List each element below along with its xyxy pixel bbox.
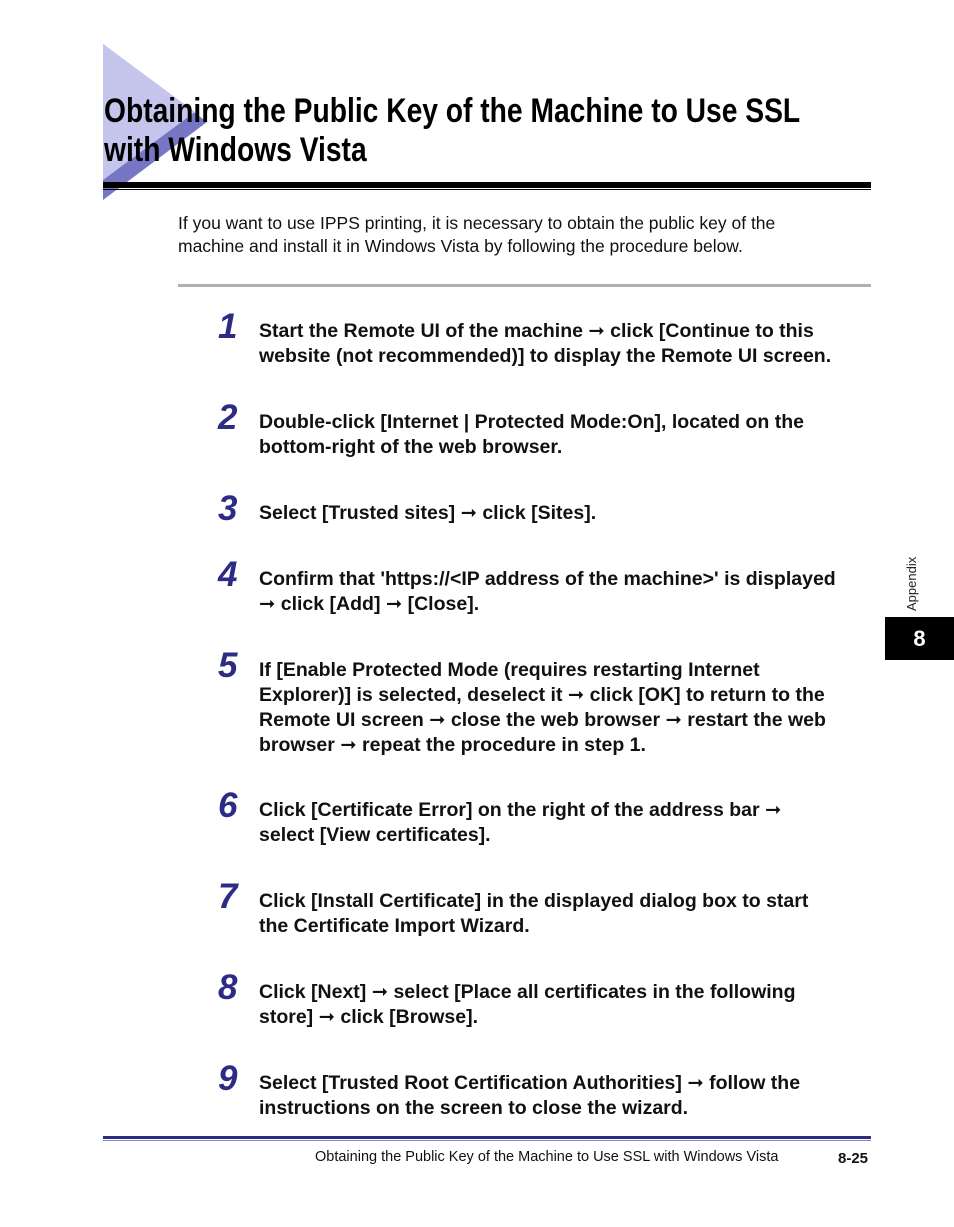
step-number: 7 bbox=[218, 877, 238, 916]
step-text bbox=[259, 501, 889, 526]
page-title-line-2: with Windows Vista bbox=[104, 131, 367, 169]
page-number: 8-25 bbox=[838, 1150, 869, 1167]
step-number: 1 bbox=[218, 307, 238, 346]
step-line: Select [Trusted sites] ➞ click [Sites]. bbox=[259, 502, 597, 524]
intro-line-2: machine and install it in Windows Vista by following the procedure below. bbox=[178, 236, 743, 256]
step-text bbox=[259, 658, 889, 758]
step-number: 4 bbox=[218, 555, 238, 594]
step-line: Double-click [Internet | Protected Mode:On], located on the bbox=[259, 411, 805, 433]
step-number: 9 bbox=[218, 1059, 238, 1098]
step-text bbox=[259, 567, 889, 617]
step-line: Confirm that 'https://<IP address of the machine>' is displayed bbox=[259, 568, 836, 590]
chapter-tab: 8 bbox=[885, 617, 954, 660]
step-line: Click [Install Certificate] in the displayed dialog box to start bbox=[259, 890, 809, 912]
step-line: the Certificate Import Wizard. bbox=[259, 915, 530, 937]
step-text bbox=[259, 798, 889, 848]
step-number: 3 bbox=[218, 489, 238, 528]
footer-rule bbox=[103, 1136, 871, 1139]
step-text bbox=[259, 980, 889, 1030]
step-line: Click [Next] ➞ select [Place all certificates in the following bbox=[259, 981, 796, 1003]
step-line: Explorer)] is selected, deselect it ➞ click [OK] to return to the bbox=[259, 684, 825, 706]
step-line: ➞ click [Add] ➞ [Close]. bbox=[259, 593, 480, 615]
step-number: 8 bbox=[218, 968, 238, 1007]
title-rule-thin bbox=[103, 189, 871, 190]
step-number: 5 bbox=[218, 646, 238, 685]
title-rule bbox=[103, 182, 871, 188]
section-label: Appendix bbox=[904, 556, 919, 611]
page-title-line-1: Obtaining the Public Key of the Machine to Use SSL bbox=[104, 92, 801, 130]
step-text bbox=[259, 410, 889, 460]
section-divider bbox=[178, 284, 871, 287]
step-line: browser ➞ repeat the procedure in step 1. bbox=[259, 734, 646, 756]
step-line: select [View certificates]. bbox=[259, 824, 491, 846]
step-line: store] ➞ click [Browse]. bbox=[259, 1006, 478, 1028]
step-number: 2 bbox=[218, 398, 238, 437]
step-line: Remote UI screen ➞ close the web browser ➞ restart the web bbox=[259, 709, 826, 731]
step-line: Click [Certificate Error] on the right of the address bar ➞ bbox=[259, 799, 782, 821]
step-line: Start the Remote UI of the machine ➞ click [Continue to this bbox=[259, 320, 814, 342]
footer-rule-thin bbox=[103, 1140, 871, 1141]
footer-title: Obtaining the Public Key of the Machine to Use SSL with Windows Vista bbox=[315, 1149, 779, 1165]
intro-line-1: If you want to use IPPS printing, it is necessary to obtain the public key of the bbox=[178, 213, 776, 233]
step-line: instructions on the screen to close the wizard. bbox=[259, 1097, 689, 1119]
step-text bbox=[259, 319, 889, 369]
step-text bbox=[259, 889, 889, 939]
intro-paragraph bbox=[178, 212, 858, 258]
step-line: bottom-right of the web browser. bbox=[259, 436, 563, 458]
step-line: If [Enable Protected Mode (requires restarting Internet bbox=[259, 659, 760, 681]
step-line: Select [Trusted Root Certification Authorities] ➞ follow the bbox=[259, 1072, 801, 1094]
step-text bbox=[259, 1071, 889, 1121]
step-line: website (not recommended)] to display the Remote UI screen. bbox=[259, 345, 832, 367]
step-number: 6 bbox=[218, 786, 238, 825]
page-title bbox=[104, 92, 801, 170]
